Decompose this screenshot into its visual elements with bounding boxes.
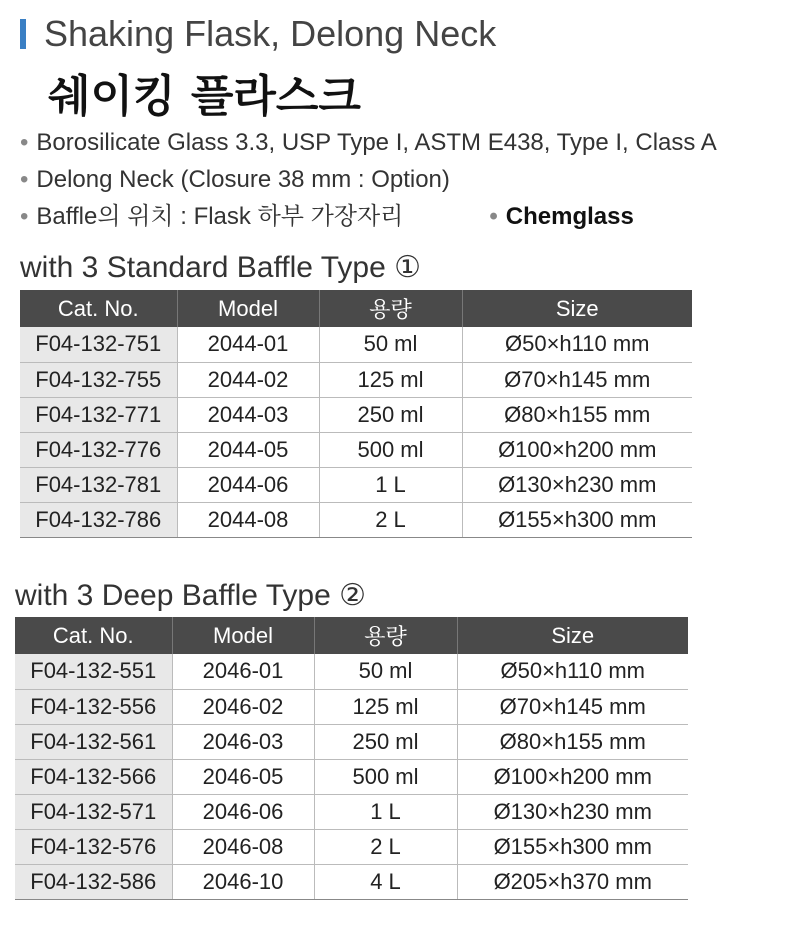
title-accent-bar xyxy=(20,19,26,49)
bullet-text: Delong Neck (Closure 38 mm : Option) xyxy=(36,166,450,193)
cell-capacity: 2 L xyxy=(314,829,457,864)
cell-model: 2044-08 xyxy=(177,502,319,537)
cell-size: Ø70×h145 mm xyxy=(457,689,688,724)
cell-size: Ø80×h155 mm xyxy=(457,724,688,759)
section-title-deep: with 3 Deep Baffle Type ② xyxy=(15,579,366,612)
brand-label xyxy=(489,198,633,235)
cell-cat-no: F04-132-776 xyxy=(20,432,177,467)
cell-model: 2046-05 xyxy=(172,759,314,794)
table-row xyxy=(20,467,692,502)
cell-model: 2046-08 xyxy=(172,829,314,864)
bullet-text: Borosilicate Glass 3.3, USP Type I, ASTM E438, Type I, Class A xyxy=(36,129,717,156)
cell-size: Ø130×h230 mm xyxy=(462,467,692,502)
cell-size: Ø205×h370 mm xyxy=(457,864,688,899)
cell-model: 2044-03 xyxy=(177,397,319,432)
bullet-material xyxy=(20,124,790,161)
table-row xyxy=(15,829,688,864)
col-header-capacity: 용량 xyxy=(314,617,457,654)
cell-capacity: 250 ml xyxy=(314,724,457,759)
table-row xyxy=(15,724,688,759)
col-header-capacity: 용량 xyxy=(319,290,462,327)
cell-cat-no: F04-132-781 xyxy=(20,467,177,502)
cell-size: Ø130×h230 mm xyxy=(457,794,688,829)
table-row xyxy=(15,689,688,724)
cell-cat-no: F04-132-556 xyxy=(15,689,172,724)
cell-capacity: 2 L xyxy=(319,502,462,537)
cell-size: Ø80×h155 mm xyxy=(462,397,692,432)
cell-size: Ø70×h145 mm xyxy=(462,362,692,397)
bullet-dot-icon: • xyxy=(20,129,29,156)
cell-size: Ø155×h300 mm xyxy=(457,829,688,864)
col-header-size: Size xyxy=(462,290,692,327)
cell-size: Ø100×h200 mm xyxy=(462,432,692,467)
cell-capacity: 50 ml xyxy=(319,327,462,362)
cell-model: 2044-02 xyxy=(177,362,319,397)
col-header-size: Size xyxy=(457,617,688,654)
table-row xyxy=(15,759,688,794)
cell-capacity: 500 ml xyxy=(314,759,457,794)
table-row xyxy=(15,794,688,829)
standard-baffle-table xyxy=(20,290,692,538)
bullet-dot-icon: • xyxy=(20,166,29,193)
cell-capacity: 500 ml xyxy=(319,432,462,467)
cell-cat-no: F04-132-771 xyxy=(20,397,177,432)
page-title-ko: 쉐이킹 플라스크 xyxy=(48,71,361,122)
deep-baffle-table xyxy=(15,617,688,900)
cell-model: 2046-03 xyxy=(172,724,314,759)
bullet-dot-icon: • xyxy=(20,203,29,230)
cell-model: 2044-06 xyxy=(177,467,319,502)
cell-cat-no: F04-132-551 xyxy=(15,654,172,689)
col-header-cat: Cat. No. xyxy=(20,290,177,327)
cell-model: 2046-06 xyxy=(172,794,314,829)
bullet-dot-icon: • xyxy=(489,203,498,230)
cell-capacity: 1 L xyxy=(314,794,457,829)
cell-cat-no: F04-132-561 xyxy=(15,724,172,759)
section-title-standard: with 3 Standard Baffle Type ① xyxy=(20,251,422,284)
cell-size: Ø100×h200 mm xyxy=(457,759,688,794)
cell-cat-no: F04-132-566 xyxy=(15,759,172,794)
cell-model: 2046-02 xyxy=(172,689,314,724)
col-header-model: Model xyxy=(177,290,319,327)
table-row xyxy=(20,362,692,397)
table-row xyxy=(20,432,692,467)
title-en-row xyxy=(20,12,496,56)
cell-model: 2046-01 xyxy=(172,654,314,689)
cell-cat-no: F04-132-786 xyxy=(20,502,177,537)
cell-cat-no: F04-132-586 xyxy=(15,864,172,899)
table-header-row xyxy=(20,290,692,327)
cell-size: Ø50×h110 mm xyxy=(457,654,688,689)
cell-cat-no: F04-132-755 xyxy=(20,362,177,397)
bullet-baffle xyxy=(20,198,790,235)
cell-capacity: 50 ml xyxy=(314,654,457,689)
page-title-en: Shaking Flask, Delong Neck xyxy=(44,13,497,54)
cell-cat-no: F04-132-571 xyxy=(15,794,172,829)
cell-model: 2046-10 xyxy=(172,864,314,899)
cell-capacity: 4 L xyxy=(314,864,457,899)
table-row xyxy=(20,502,692,537)
table-header-row xyxy=(15,617,688,654)
col-header-model: Model xyxy=(172,617,314,654)
title-block xyxy=(20,12,496,124)
cell-capacity: 1 L xyxy=(319,467,462,502)
cell-model: 2044-05 xyxy=(177,432,319,467)
cell-cat-no: F04-132-751 xyxy=(20,327,177,362)
cell-size: Ø155×h300 mm xyxy=(462,502,692,537)
cell-capacity: 125 ml xyxy=(319,362,462,397)
cell-cat-no: F04-132-576 xyxy=(15,829,172,864)
table-row xyxy=(15,864,688,899)
cell-capacity: 250 ml xyxy=(319,397,462,432)
col-header-cat: Cat. No. xyxy=(15,617,172,654)
bullet-neck xyxy=(20,161,790,198)
table-row xyxy=(20,397,692,432)
brand-name: Chemglass xyxy=(505,203,634,230)
cell-capacity: 125 ml xyxy=(314,689,457,724)
table-row xyxy=(15,654,688,689)
table-row xyxy=(20,327,692,362)
cell-model: 2044-01 xyxy=(177,327,319,362)
bullet-text: Baffle의 위치 : Flask 하부 가장자리 xyxy=(36,203,404,230)
cell-size: Ø50×h110 mm xyxy=(462,327,692,362)
spec-bullets xyxy=(20,124,790,235)
